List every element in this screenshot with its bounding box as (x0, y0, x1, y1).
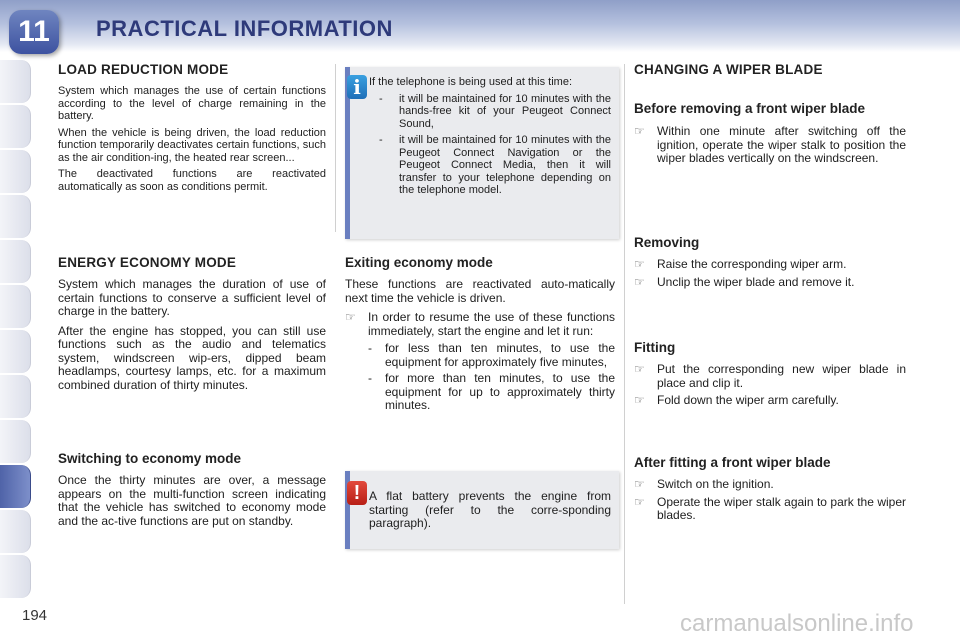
battery-warning-text: A flat battery prevents the engine from starting (refer to the corre-sponding paragraph). (369, 489, 611, 530)
load-reduction-para: The deactivated functions are reactivated automatically as soon as conditions permit. (58, 168, 326, 193)
battery-warning-box (345, 471, 619, 549)
dash-mark: - (379, 92, 383, 105)
wiper-before-title: Before removing a front wiper blade (634, 101, 866, 116)
page-title: PRACTICAL INFORMATION (96, 16, 393, 41)
wiper-removing-item (634, 276, 906, 290)
wiper-after-item-text: Switch on the ignition. (657, 477, 774, 491)
chapter-tab[interactable] (0, 195, 31, 238)
switching-title: Switching to economy mode (58, 451, 242, 466)
phone-note-item (369, 93, 611, 131)
load-reduction-section (58, 62, 326, 197)
wiper-before-section (634, 101, 906, 170)
energy-economy-title: ENERGY ECONOMY MODE (58, 255, 237, 270)
chapter-tab[interactable] (0, 510, 31, 553)
wiper-fitting-item (634, 363, 906, 390)
wiper-fitting-item (634, 394, 906, 408)
chapter-tab[interactable] (0, 285, 31, 328)
dash-mark: - (368, 371, 372, 385)
wiper-fitting-section (634, 340, 906, 412)
pointing-hand-icon: ☞ (634, 477, 645, 491)
phone-note-item-text: it will be maintained for 10 minutes with the hands-free kit of your Peugeot Connect Sound, (399, 92, 611, 130)
exiting-intro: These functions are reactivated auto-matically next time the vehicle is driven. (345, 277, 615, 305)
exiting-sub-item-text: for less than ten minutes, to use the equipment for approximately five minutes, (385, 341, 615, 369)
phone-note-item (369, 134, 611, 197)
exiting-title: Exiting economy mode (345, 255, 493, 270)
chapter-tab[interactable] (0, 555, 31, 598)
wiper-after-title: After fitting a front wiper blade (634, 455, 831, 470)
page-number: 194 (22, 607, 48, 624)
dash-mark: - (379, 134, 383, 146)
wiper-before-item-text: Within one minute after switching off the ignition, operate the wiper stalk to position the wiper blades vertically on the windscreen. (657, 124, 906, 165)
wiper-fitting-title: Fitting (634, 340, 676, 355)
wiper-title: CHANGING A WIPER BLADE (634, 62, 823, 77)
chapter-tab[interactable] (0, 150, 31, 193)
pointing-hand-icon: ☞ (634, 274, 645, 289)
energy-economy-para: System which manages the duration of use of certain functions to conserve a sufficient level of charge in the battery. (58, 277, 326, 318)
switching-section (58, 451, 326, 534)
wiper-removing-item-text: Unclip the wiper blade and remove it. (657, 274, 855, 289)
wiper-removing-title: Removing (634, 235, 700, 250)
warning-icon: ! (347, 481, 367, 505)
column-divider (335, 64, 336, 232)
chapter-tab-active[interactable] (0, 465, 31, 508)
chapter-badge: 11 (9, 10, 59, 54)
load-reduction-para: When the vehicle is being driven, the load reduction function temporarily deactivates certain functions, such as the air condition-ing, the heated rear screen... (58, 126, 326, 164)
exiting-sub-item-text: for more than ten minutes, to use the equipment for up to approximately thirty minutes. (385, 371, 615, 412)
wiper-after-item (634, 496, 906, 523)
phone-info-box (345, 67, 619, 239)
wiper-before-item (634, 125, 906, 166)
switching-text: Once the thirty minutes are over, a message appears on the multi-function screen indicating that the vehicle has switched to economy mode and the ac-tive functions are put on standby. (58, 473, 326, 528)
wiper-after-item (634, 478, 906, 492)
exiting-bullet-text: In order to resume the use of these functions immediately, start the engine and let it run: (368, 310, 615, 338)
exiting-bullet (345, 311, 615, 338)
energy-economy-section (58, 255, 326, 398)
chapter-tab[interactable] (0, 60, 31, 103)
pointing-hand-icon: ☞ (634, 494, 645, 509)
pointing-hand-icon: ☞ (345, 310, 356, 324)
watermark: carmanualsonline.info (680, 610, 914, 637)
column-divider (624, 64, 625, 604)
exiting-sub-item (345, 342, 615, 369)
chapter-tab[interactable] (0, 330, 31, 373)
chapter-tab[interactable] (0, 420, 31, 463)
pointing-hand-icon: ☞ (634, 124, 645, 138)
pointing-hand-icon: ☞ (634, 393, 645, 407)
chapter-tab[interactable] (0, 375, 31, 418)
chapter-tabs (0, 60, 34, 600)
wiper-after-item-text: Operate the wiper stalk again to park the wiper blades. (657, 494, 906, 522)
info-icon: i (347, 75, 367, 99)
pointing-hand-icon: ☞ (634, 362, 645, 376)
wiper-after-section (634, 455, 906, 527)
exiting-section (345, 255, 615, 416)
chapter-tab[interactable] (0, 240, 31, 283)
load-reduction-para: System which manages the use of certain functions according to the level of charge remaining in the battery. (58, 85, 326, 122)
pointing-hand-icon: ☞ (634, 257, 645, 271)
phone-note-item-text: it will be maintained for 10 minutes with the Peugeot Connect Navigation or the Peugeot Connect Media, then it will transfer to your telephone depending on the telephone model. (399, 134, 611, 196)
phone-note-intro: If the telephone is being used at this time: (369, 76, 573, 88)
wiper-removing-section (634, 235, 906, 293)
load-reduction-title: LOAD REDUCTION MODE (58, 62, 229, 77)
energy-economy-para: After the engine has stopped, you can still use functions such as the audio and telematics system, windscreen wip-ers, dipped beam headlamps, courtesy lamps, etc. for a maximum combined duration of thirty minutes. (58, 323, 326, 392)
wiper-removing-item (634, 258, 906, 272)
wiper-fitting-item-text: Fold down the wiper arm carefully. (657, 393, 839, 407)
wiper-section (634, 62, 906, 85)
dash-mark: - (368, 341, 372, 355)
exiting-sub-item (345, 372, 615, 413)
chapter-tab[interactable] (0, 105, 31, 148)
wiper-fitting-item-text: Put the corresponding new wiper blade in place and clip it. (657, 362, 906, 390)
wiper-removing-item-text: Raise the corresponding wiper arm. (657, 257, 847, 271)
